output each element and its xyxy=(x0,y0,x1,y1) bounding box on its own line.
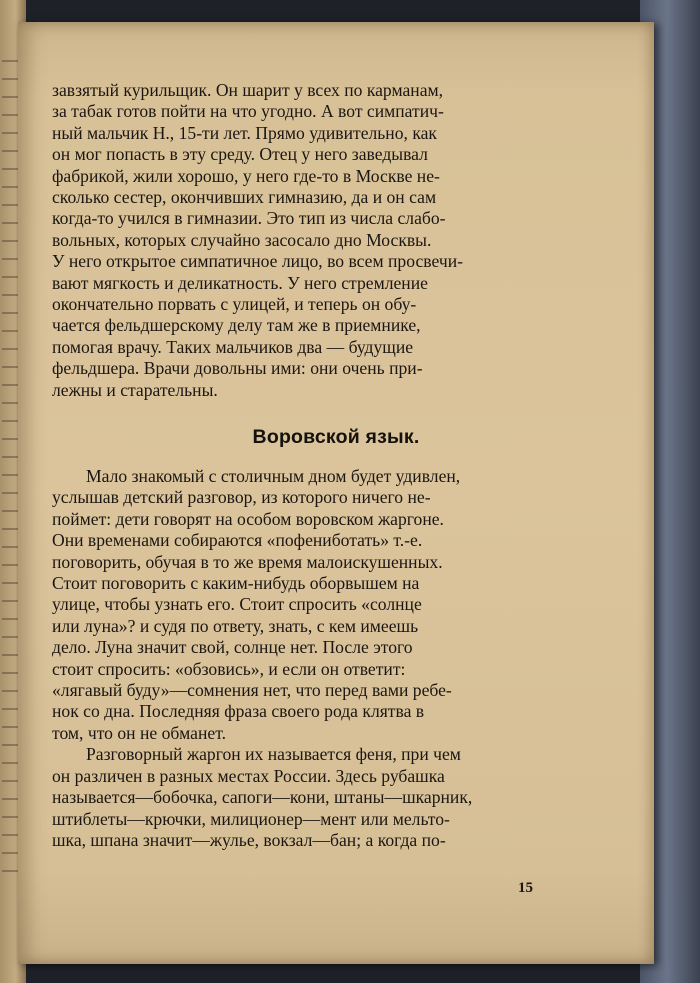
text-line: дело. Луна значит свой, солнце нет. После этого xyxy=(52,637,413,658)
text-line: Мало знакомый с столичным дном будет удивлен, xyxy=(86,466,461,486)
text-line: Разговорный жаргон их называется феня, при чем xyxy=(86,744,461,765)
text-line: У него открытое симпатичное лицо, во всем просвечи- xyxy=(52,251,463,272)
text-line: чается фельдшерскому делу там же в приемнике, xyxy=(52,315,421,336)
text-line: нок со дна. Последняя фраза своего рода клятва в xyxy=(52,701,425,722)
text-line: фабрикой, жили хорошо, у него где-то в Москве не- xyxy=(52,165,440,186)
text-line: «лягавый буду»—сомнения нет, что перед вами ребе- xyxy=(52,680,452,701)
text-line: вольных, которых случайно засосало дно Москвы. xyxy=(52,229,432,250)
text-line: помогая врачу. Таких мальчиков два — будущие xyxy=(52,336,414,357)
text-line: фельдшера. Врачи довольны ими: они очень при- xyxy=(52,358,423,379)
text-line: улице, чтобы узнать его. Стоит спросить «солнце xyxy=(52,594,422,615)
text-line: поймет: дети говорят на особом воровском жаргоне. xyxy=(52,508,444,529)
text-line: штиблеты—крючки, милиционер—мент или мельто- xyxy=(52,808,450,829)
text-line: шка, шпана значит—жулье, вокзал—бан; а когда по- xyxy=(52,829,446,850)
text-line: он мог попасть в эту среду. Отец у него заведывал xyxy=(52,144,428,165)
text-line: он различен в разных местах России. Здесь рубашка xyxy=(52,765,445,786)
body-paragraphs xyxy=(52,466,602,851)
text-line: или луна»? и судя по ответу, знать, с кем имеешь xyxy=(52,615,419,636)
text-line: вают мягкость и деликатность. У него стремление xyxy=(52,272,428,293)
section-heading: Воровской язык. xyxy=(252,426,420,448)
text-line: Они временами собираются «пофениботать» т.-е. xyxy=(52,530,423,551)
text-line: Стоит поговорить с каким-нибудь оборвышем на xyxy=(52,573,420,594)
book-page xyxy=(18,22,654,964)
page-number: 15 xyxy=(518,880,533,896)
text-line: услышав детский разговор, из которого ничего не- xyxy=(52,487,431,508)
text-line: стоит спросить: «обзовись», и если он ответит: xyxy=(52,658,406,679)
text-line: называется—бобочка, сапоги—кони, штаны—шкарник, xyxy=(52,787,473,808)
left-page-text-traces xyxy=(2,60,18,880)
text-line: лежны и старательны. xyxy=(52,379,218,400)
text-line: сколько сестер, окончивших гимназию, да и он сам xyxy=(52,187,437,208)
text-line: окончательно порвать с улицей, и теперь он обу- xyxy=(52,294,417,315)
text-line: том, что он не обманет. xyxy=(52,722,226,743)
paragraph-top xyxy=(52,80,602,401)
text-line: когда-то учился в гимназии. Это тип из числа слабо- xyxy=(52,208,446,229)
text-line: завзятый курильщик. Он шарит у всех по карманам, xyxy=(52,80,444,100)
text-line: ный мальчик Н., 15-ти лет. Прямо удивительно, как xyxy=(52,122,437,143)
text-line: за табак готов пойти на что угодно. А вот симпатич- xyxy=(52,101,444,122)
text-line: поговорить, обучая в то же время малоискушенных. xyxy=(52,551,443,572)
